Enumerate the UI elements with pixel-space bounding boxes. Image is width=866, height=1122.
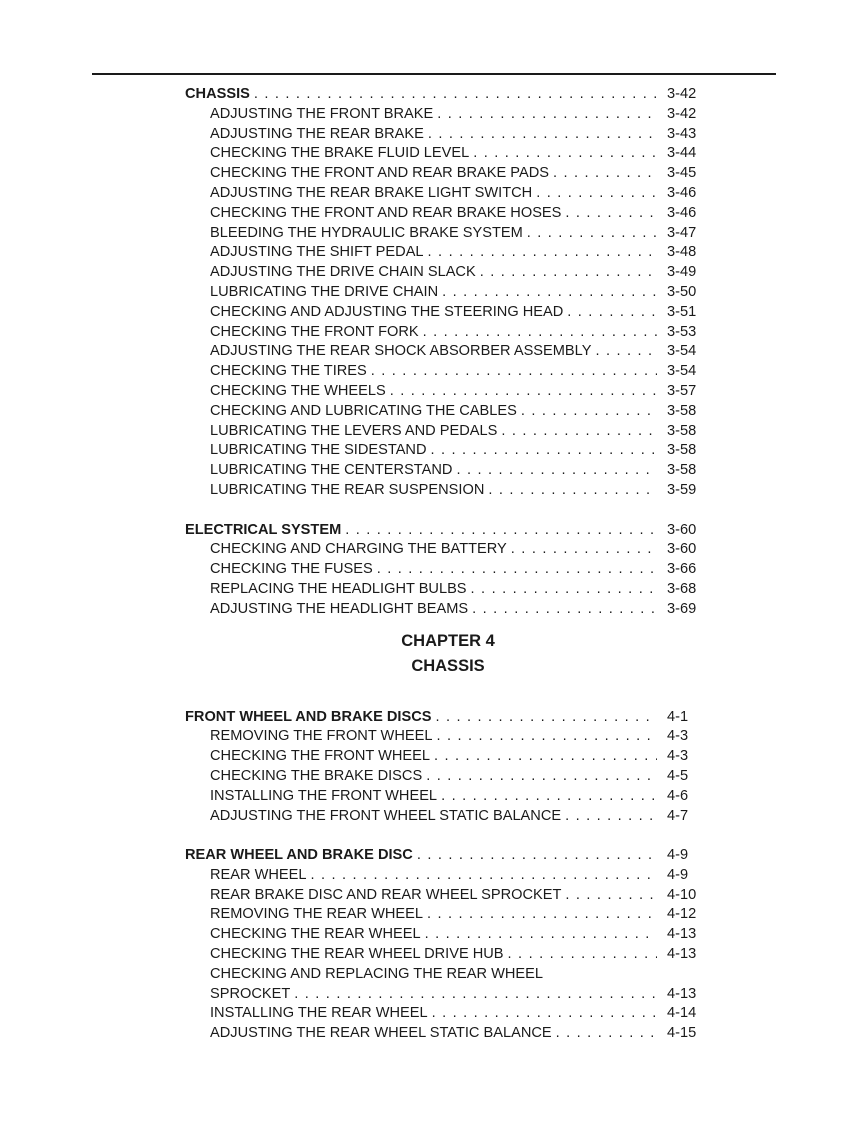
- toc-page-number: 3-46: [667, 184, 697, 201]
- toc-entry-label: REMOVING THE REAR WHEEL: [210, 906, 423, 923]
- dot-leader: [441, 787, 657, 807]
- toc-heading-chassis[interactable]: [185, 85, 711, 105]
- toc-entry-label: CHECKING AND ADJUSTING THE STEERING HEAD: [210, 303, 564, 320]
- dot-leader: [294, 985, 657, 1005]
- toc-page-number: 3-49: [667, 264, 697, 281]
- dot-leader: [556, 1024, 657, 1044]
- chapter-number: CHAPTER 4: [401, 631, 495, 650]
- dot-leader: [553, 164, 657, 184]
- toc-entry[interactable]: [185, 767, 711, 787]
- toc-page-number: 3-43: [667, 125, 697, 142]
- section-spacer: [185, 826, 711, 846]
- dot-leader: [488, 481, 657, 501]
- toc-heading-label: REAR WHEEL AND BRAKE DISC: [185, 847, 413, 864]
- toc-entry-label: LUBRICATING THE DRIVE CHAIN: [210, 283, 439, 300]
- toc-heading-label: ELECTRICAL SYSTEM: [185, 521, 342, 538]
- toc-heading-electrical-system[interactable]: [185, 521, 711, 541]
- dot-leader: [565, 807, 657, 827]
- dot-leader: [390, 382, 657, 402]
- toc-entry[interactable]: [185, 125, 711, 145]
- toc-entry-label: CHECKING THE BRAKE FLUID LEVEL: [210, 145, 470, 162]
- dot-leader: [428, 243, 657, 263]
- toc-page-number: 3-58: [667, 442, 697, 459]
- toc-entry[interactable]: [185, 985, 711, 1005]
- toc-entry[interactable]: [185, 560, 711, 580]
- toc-entry-label: INSTALLING THE REAR WHEEL: [210, 1005, 428, 1022]
- dot-leader: [371, 362, 657, 382]
- dot-leader: [345, 521, 657, 541]
- toc-entry-label: CHECKING THE FRONT FORK: [210, 323, 419, 340]
- toc-page-number: 3-58: [667, 422, 697, 439]
- dot-leader: [565, 886, 657, 906]
- toc-entry-label: CHECKING AND LUBRICATING THE CABLES: [210, 402, 517, 419]
- toc-page-number: 3-66: [667, 561, 697, 578]
- toc-entry-label: REAR WHEEL: [210, 866, 307, 883]
- dot-leader: [434, 747, 657, 767]
- toc-entry[interactable]: [185, 727, 711, 747]
- toc-entry-label: REPLACING THE HEADLIGHT BULBS: [210, 580, 467, 597]
- toc-page-number: 4-13: [667, 926, 697, 943]
- toc-entry[interactable]: [185, 422, 711, 442]
- toc-entry-label: ADJUSTING THE REAR WHEEL STATIC BALANCE: [210, 1025, 552, 1042]
- toc-entry[interactable]: [185, 747, 711, 767]
- toc-entry-label: CHECKING THE WHEELS: [210, 382, 386, 399]
- toc-entry[interactable]: [185, 283, 711, 303]
- dot-leader: [428, 125, 657, 145]
- toc-entry-wrapped[interactable]: [185, 965, 711, 985]
- toc-entry-label: REMOVING THE FRONT WHEEL: [210, 728, 433, 745]
- toc-page-number: 3-60: [667, 541, 697, 558]
- dot-leader: [377, 560, 657, 580]
- toc-page-number: 4-1: [667, 708, 689, 725]
- dot-leader: [565, 204, 657, 224]
- top-rule: [92, 73, 776, 75]
- toc-entry[interactable]: [185, 1024, 711, 1044]
- toc-entry-label: REAR BRAKE DISC AND REAR WHEEL SPROCKET: [210, 886, 562, 903]
- toc-entry[interactable]: [185, 144, 711, 164]
- toc-page-number: 4-9: [667, 847, 689, 864]
- toc-entry-label: CHECKING AND REPLACING THE REAR WHEEL: [210, 965, 544, 982]
- toc-entry[interactable]: [185, 164, 711, 184]
- toc-heading-label: FRONT WHEEL AND BRAKE DISCS: [185, 708, 432, 725]
- toc-entry-label: ADJUSTING THE REAR BRAKE LIGHT SWITCH: [210, 184, 533, 201]
- dot-leader: [435, 708, 657, 728]
- toc-entry[interactable]: [185, 945, 711, 965]
- toc-page-number: 3-48: [667, 244, 697, 261]
- toc-entry-label: LUBRICATING THE CENTERSTAND: [210, 462, 453, 479]
- dot-leader: [423, 323, 657, 343]
- toc-entry[interactable]: [185, 540, 711, 560]
- toc-page-number: 4-3: [667, 748, 689, 765]
- toc-entry-label: ADJUSTING THE FRONT WHEEL STATIC BALANCE: [210, 807, 562, 824]
- dot-leader: [511, 540, 657, 560]
- toc-entry[interactable]: [185, 303, 711, 323]
- toc-entry-label: CHECKING THE BRAKE DISCS: [210, 767, 423, 784]
- toc-entry-label: ADJUSTING THE SHIFT PEDAL: [210, 244, 424, 261]
- toc-page-number: 3-69: [667, 600, 697, 617]
- dot-leader: [425, 925, 657, 945]
- dot-leader: [426, 767, 657, 787]
- toc-entry[interactable]: [185, 1004, 711, 1024]
- toc-page-number: 3-44: [667, 145, 697, 162]
- dot-leader: [417, 846, 657, 866]
- toc-entry[interactable]: [185, 362, 711, 382]
- dot-leader: [431, 441, 657, 461]
- toc-entry-label: INSTALLING THE FRONT WHEEL: [210, 787, 438, 804]
- toc-entry[interactable]: [185, 905, 711, 925]
- toc-page-number: 4-14: [667, 1005, 697, 1022]
- chapter-heading: [185, 620, 711, 696]
- dot-leader: [536, 184, 657, 204]
- dot-leader: [442, 283, 657, 303]
- toc-entry-label: CHECKING THE REAR WHEEL: [210, 926, 421, 943]
- dot-leader: [471, 580, 657, 600]
- toc-page-number: 3-58: [667, 402, 697, 419]
- toc-entry-label: ADJUSTING THE REAR SHOCK ABSORBER ASSEMBLY: [210, 343, 592, 360]
- toc-entry-label: CHECKING THE FUSES: [210, 561, 373, 578]
- toc-page-number: 4-7: [667, 807, 689, 824]
- toc-entry-label: ADJUSTING THE REAR BRAKE: [210, 125, 424, 142]
- toc-entry-label: ADJUSTING THE HEADLIGHT BEAMS: [210, 600, 469, 617]
- toc-entry-label: CHECKING THE TIRES: [210, 363, 367, 380]
- toc-page-number: 3-59: [667, 481, 697, 498]
- dot-leader: [521, 402, 657, 422]
- toc-page-number: 4-13: [667, 985, 697, 1002]
- toc-entry[interactable]: [185, 382, 711, 402]
- toc-entry[interactable]: [185, 866, 711, 886]
- toc-page-number: 4-3: [667, 728, 689, 745]
- toc-page-number: 3-46: [667, 204, 697, 221]
- toc-page-number: 4-15: [667, 1025, 697, 1042]
- table-of-contents: [185, 85, 711, 1044]
- dot-leader: [595, 342, 657, 362]
- toc-page-number: 3-53: [667, 323, 697, 340]
- toc-entry[interactable]: [185, 105, 711, 125]
- dot-leader: [480, 263, 657, 283]
- toc-heading-front-wheel[interactable]: [185, 708, 711, 728]
- toc-entry[interactable]: [185, 204, 711, 224]
- toc-page-number: 3-57: [667, 382, 697, 399]
- toc-entry-label: ADJUSTING THE FRONT BRAKE: [210, 105, 434, 122]
- toc-page-number: 4-9: [667, 866, 689, 883]
- toc-entry-label: ADJUSTING THE DRIVE CHAIN SLACK: [210, 264, 476, 281]
- toc-entry-label: LUBRICATING THE SIDESTAND: [210, 442, 427, 459]
- dot-leader: [311, 866, 658, 886]
- toc-page-number: 3-58: [667, 462, 697, 479]
- toc-entry[interactable]: [185, 243, 711, 263]
- toc-entry[interactable]: [185, 441, 711, 461]
- chapter-title: CHASSIS: [411, 656, 485, 675]
- dot-leader: [427, 905, 657, 925]
- toc-entry[interactable]: [185, 807, 711, 827]
- section-spacer: [185, 501, 711, 521]
- toc-entry-label: LUBRICATING THE REAR SUSPENSION: [210, 481, 485, 498]
- toc-entry[interactable]: [185, 925, 711, 945]
- toc-entry-label: CHECKING THE FRONT WHEEL: [210, 748, 431, 765]
- toc-entry-label: SPROCKET: [210, 985, 291, 1002]
- dot-leader: [567, 303, 657, 323]
- toc-entry[interactable]: [185, 787, 711, 807]
- dot-leader: [436, 727, 657, 747]
- toc-page-number: 3-68: [667, 580, 697, 597]
- toc-heading-rear-wheel[interactable]: [185, 846, 711, 866]
- toc-page-number: 3-42: [667, 86, 697, 102]
- toc-entry[interactable]: [185, 461, 711, 481]
- toc-entry[interactable]: [185, 263, 711, 283]
- toc-entry-label: CHECKING THE FRONT AND REAR BRAKE HOSES: [210, 204, 562, 221]
- toc-page-number: 4-13: [667, 946, 697, 963]
- toc-entry[interactable]: [185, 886, 711, 906]
- toc-entry[interactable]: [185, 342, 711, 362]
- toc-page-number: 3-60: [667, 521, 697, 538]
- toc-entry[interactable]: [185, 600, 711, 620]
- toc-page-number: 3-54: [667, 363, 697, 380]
- toc-page-number: 4-10: [667, 886, 697, 903]
- toc-page-number: 3-50: [667, 283, 697, 300]
- dot-leader: [527, 224, 657, 244]
- toc-entry[interactable]: [185, 481, 711, 501]
- toc-entry[interactable]: [185, 402, 711, 422]
- toc-page-number: 3-45: [667, 165, 697, 182]
- toc-page-number: 3-51: [667, 303, 697, 320]
- toc-entry-label: BLEEDING THE HYDRAULIC BRAKE SYSTEM: [210, 224, 523, 241]
- toc-entry[interactable]: [185, 184, 711, 204]
- toc-entry[interactable]: [185, 323, 711, 343]
- toc-page-number: 3-54: [667, 343, 697, 360]
- dot-leader: [437, 105, 657, 125]
- toc-page-number: 3-47: [667, 224, 697, 241]
- dot-leader: [456, 461, 657, 481]
- toc-heading-label: CHASSIS: [185, 86, 250, 102]
- toc-page-number: 4-12: [667, 906, 697, 923]
- dot-leader: [432, 1004, 657, 1024]
- toc-entry-label: CHECKING THE FRONT AND REAR BRAKE PADS: [210, 165, 549, 182]
- toc-page-number: 4-6: [667, 787, 689, 804]
- toc-entry[interactable]: [185, 580, 711, 600]
- toc-page-number: 4-5: [667, 767, 689, 784]
- dot-leader: [473, 144, 657, 164]
- toc-entry-label: CHECKING THE REAR WHEEL DRIVE HUB: [210, 946, 504, 963]
- toc-entry-label: CHECKING AND CHARGING THE BATTERY: [210, 541, 507, 558]
- dot-leader: [472, 600, 657, 620]
- dot-leader: [501, 422, 657, 442]
- dot-leader: [254, 85, 657, 105]
- toc-page-number: 3-42: [667, 105, 697, 122]
- toc-entry[interactable]: [185, 224, 711, 244]
- toc-entry-label: LUBRICATING THE LEVERS AND PEDALS: [210, 422, 498, 439]
- section-spacer: [185, 696, 711, 708]
- dot-leader: [508, 945, 657, 965]
